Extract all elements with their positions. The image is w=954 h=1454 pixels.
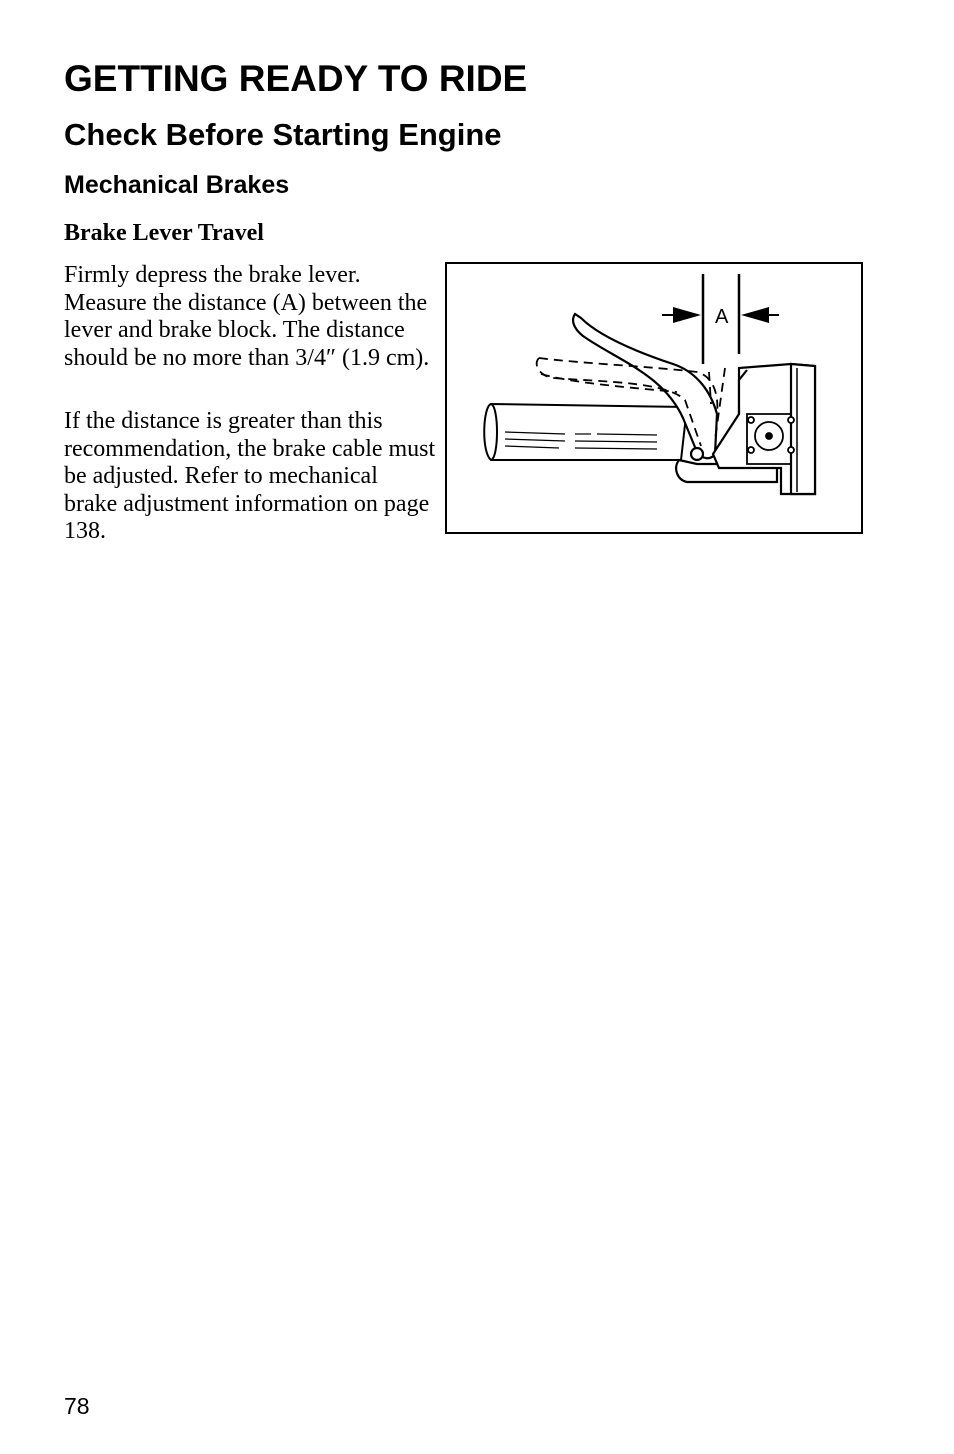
handlebar-grip [484,404,687,460]
left-arrow-icon [662,307,701,323]
page-number: 78 [64,1393,90,1419]
section-title: GETTING READY TO RIDE [64,58,528,99]
item-title: Brake Lever Travel [64,220,264,246]
adjustment-paragraph: If the distance is greater than this recommendation, the brake cable must be adjusted. Refer to mechanical brake adjustment information on page 138. [64,408,436,545]
right-arrow-icon [741,307,779,323]
instruction-paragraph: Firmly depress the brake lever. Measure the distance (A) between the lever and brake block. The distance should be no more than 3/4″ (1.9 cm). [64,262,430,371]
subsection-title: Check Before Starting Engine [64,117,502,152]
label-a: A [715,306,729,328]
topic-title: Mechanical Brakes [64,171,290,199]
brake-lever-illustration-icon [447,264,861,532]
brake-lever-figure [445,262,863,534]
